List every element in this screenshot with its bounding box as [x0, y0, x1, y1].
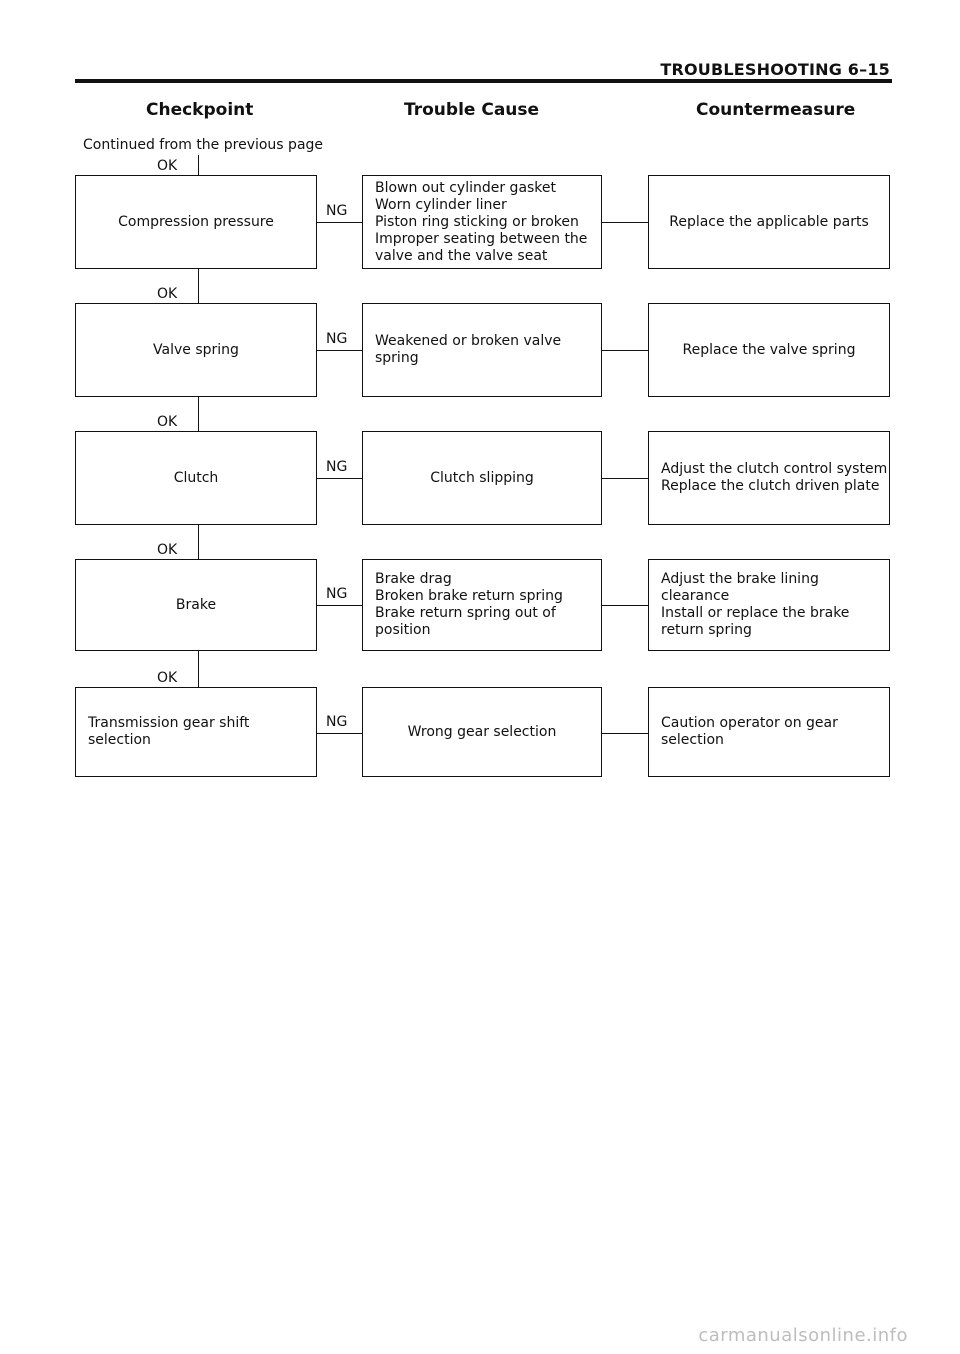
checkpoint-text: Brake	[175, 596, 217, 613]
checkpoint-text: Valve spring	[153, 341, 239, 358]
trouble-cause-box	[362, 687, 602, 777]
trouble-cause-text: Wrong gear selection	[407, 723, 557, 740]
countermeasure-text: Caution operator on gear selection	[661, 715, 838, 748]
ng-connector	[317, 605, 362, 606]
checkpoint-text: Clutch	[173, 469, 219, 486]
ok-label: OK	[157, 670, 178, 686]
ng-label: NG	[326, 714, 348, 730]
trouble-cause-text: Blown out cylinder gasket Worn cylinder liner Piston ring sticking or broken Improper seating between the valve and the valve seat	[375, 179, 588, 264]
watermark-footer: carmanualsonline.info	[698, 1325, 908, 1346]
ok-connector	[198, 525, 199, 559]
countermeasure-text: Adjust the brake lining clearance Install or replace the brake return spring	[661, 571, 850, 638]
ng-label: NG	[326, 331, 348, 347]
ok-label: OK	[157, 158, 178, 174]
checkpoint-text: Transmission gear shift selection	[88, 715, 250, 748]
checkpoint-text: Compression pressure	[118, 213, 274, 230]
ok-label: OK	[157, 286, 178, 302]
countermeasure-text: Replace the applicable parts	[669, 213, 869, 230]
ok-connector	[198, 397, 199, 431]
ok-label: OK	[157, 414, 178, 430]
countermeasure-box	[648, 559, 890, 651]
trouble-cause-text: Brake drag Broken brake return spring Brake return spring out of position	[375, 571, 563, 638]
ng-connector	[317, 350, 362, 351]
ok-label: OK	[157, 542, 178, 558]
trouble-cause-box	[362, 303, 602, 397]
countermeasure-connector	[602, 222, 648, 223]
ng-label: NG	[326, 586, 348, 602]
continued-note: Continued from the previous page	[83, 137, 324, 153]
countermeasure-connector	[602, 605, 648, 606]
countermeasure-connector	[602, 733, 648, 734]
ok-connector	[198, 155, 199, 175]
page-header-title: TROUBLESHOOTING 6–15	[660, 60, 890, 79]
ng-label: NG	[326, 203, 348, 219]
header-rule	[75, 79, 892, 83]
ng-connector	[317, 733, 362, 734]
checkpoint-box	[75, 431, 317, 525]
countermeasure-box	[648, 175, 890, 269]
countermeasure-text: Adjust the clutch control system Replace the clutch driven plate	[661, 461, 888, 494]
trouble-cause-text: Clutch slipping	[430, 469, 534, 486]
column-heading-countermeasure: Countermeasure	[696, 100, 856, 120]
trouble-cause-box	[362, 175, 602, 269]
ok-connector	[198, 269, 199, 303]
checkpoint-box	[75, 175, 317, 269]
countermeasure-box	[648, 687, 890, 777]
checkpoint-box	[75, 687, 317, 777]
countermeasure-text: Replace the valve spring	[682, 341, 856, 358]
ng-connector	[317, 478, 362, 479]
ng-connector	[317, 222, 362, 223]
column-heading-trouble-cause: Trouble Cause	[404, 100, 540, 120]
trouble-cause-box	[362, 431, 602, 525]
checkpoint-box	[75, 559, 317, 651]
countermeasure-box	[648, 431, 890, 525]
countermeasure-box	[648, 303, 890, 397]
trouble-cause-text: Weakened or broken valve spring	[375, 333, 562, 366]
column-heading-checkpoint: Checkpoint	[146, 100, 254, 120]
countermeasure-connector	[602, 478, 648, 479]
countermeasure-connector	[602, 350, 648, 351]
trouble-cause-box	[362, 559, 602, 651]
ng-label: NG	[326, 459, 348, 475]
checkpoint-box	[75, 303, 317, 397]
ok-connector	[198, 651, 199, 687]
